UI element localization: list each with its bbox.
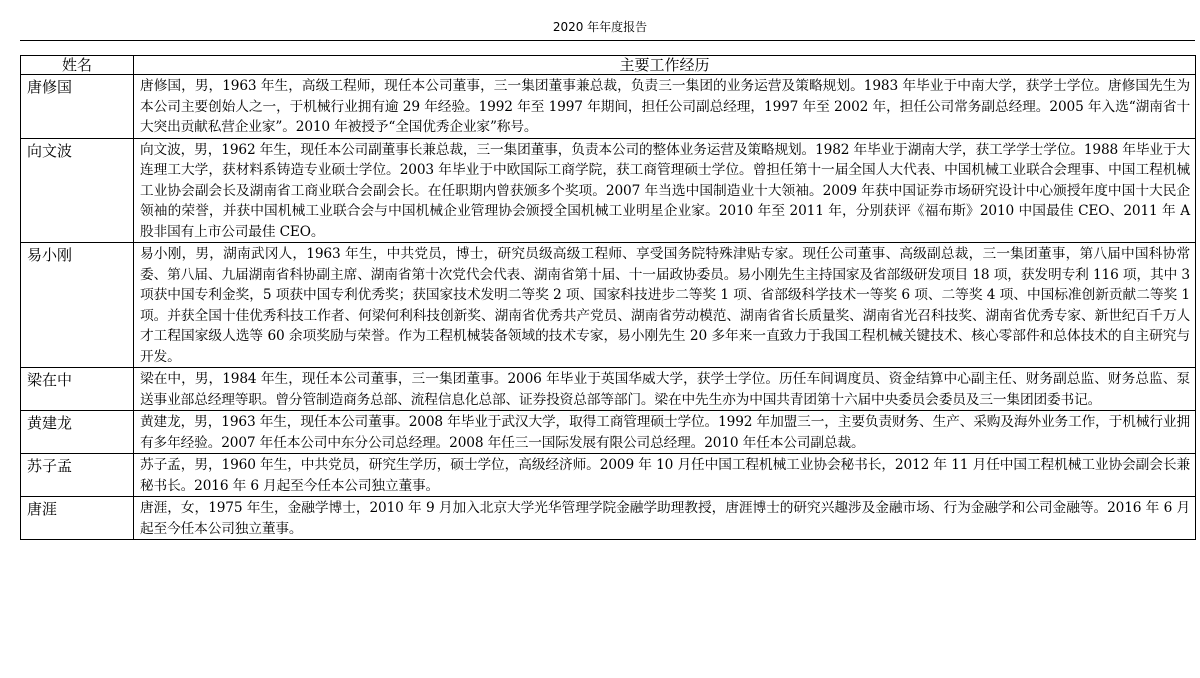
header-divider [20, 40, 1195, 41]
person-name: 向文波 [21, 138, 134, 243]
person-bio: 苏子孟，男，1960 年生，中共党员，研究生学历，硕士学位，高级经济师。2009 年 10 月任中国工程机械工业协会秘书长，2012 年 11 月任中国工程机械工业协会副会长兼秘书长。2016 年 6 月起至今任本公司独立董事。 [134, 454, 1196, 497]
person-bio: 唐修国，男，1963 年生，高级工程师，现任本公司董事，三一集团董事兼总裁，负责三一集团的业务运营及策略规划。1983 年毕业于中南大学，获学士学位。唐修国先生为本公司主要创始人之一，于机械行业拥有逾 29 年经验。1992 年至 1997 年期间，担任公司副总经理，1997 年至 2002 年，担任公司常务副总经理。2005 年入选“湖南省十大突出贡献私营企业家”。2010 年被授予“全国优秀企业家”称号。 [134, 75, 1196, 139]
table-row [21, 138, 1196, 243]
person-bio: 唐涯，女，1975 年生，金融学博士，2010 年 9 月加入北京大学光华管理学院金融学助理教授，唐涯博士的研究兴趣涉及金融市场、行为金融学和公司金融等。2016 年 6 月起至今任本公司独立董事。 [134, 497, 1196, 540]
report-header-title: 2020 年年度报告 [552, 20, 648, 34]
table-row [21, 368, 1196, 411]
person-name: 苏子孟 [21, 454, 134, 497]
person-bio: 梁在中，男，1984 年生，现任本公司董事，三一集团董事。2006 年毕业于英国华威大学，获学士学位。历任车间调度员、资金结算中心副主任、财务副总监、财务总监、泵送事业部总经理等职。曾分管制造商务总部、流程信息化总部、证券投资总部等部门。梁在中先生亦为中国共青团第十六届中央委员会委员及三一集团团委书记。 [134, 368, 1196, 411]
person-name: 黄建龙 [21, 411, 134, 454]
person-name: 易小刚 [21, 243, 134, 368]
person-name: 唐修国 [21, 75, 134, 139]
director-bio-table [20, 55, 1196, 540]
table-row [21, 243, 1196, 368]
table-row [21, 75, 1196, 139]
table-row [21, 411, 1196, 454]
person-name: 梁在中 [21, 368, 134, 411]
person-bio: 向文波，男，1962 年生，现任本公司副董事长兼总裁，三一集团董事，负责本公司的整体业务运营及策略规划。1982 年毕业于湖南大学，获工学学士学位。1988 年毕业于大连理工大学，获材料系铸造专业硕士学位。2003 年毕业于中欧国际工商学院，获工商管理硕士学位。曾担任第十一届全国人大代表、中国机械工业联合会理事、中国工程机械工业协会副会长及湖南省工商业联合会副会长。在任职期内曾获颁多个奖项。2007 年当选中国制造业十大领袖。2009 年获中国证券市场研究设计中心颁授年度中国十大民企领袖的荣誉，并获中国机械工业联合会与中国机械企业管理协会颁授全国机械工业明星企业家。2010 年至 2011 年，分别获评《福布斯》2010 中国最佳 CEO、2011 年 A 股非国有上市公司最佳 CEO。 [134, 138, 1196, 243]
table-row [21, 454, 1196, 497]
column-header-name: 姓名 [21, 56, 134, 75]
table-row [21, 497, 1196, 540]
person-bio: 黄建龙，男，1963 年生，现任本公司董事。2008 年毕业于武汉大学，取得工商管理硕士学位。1992 年加盟三一，主要负责财务、生产、采购及海外业务工作，于机械行业拥有多年经验。2007 年任本公司中东分公司总经理。2008 年任三一国际发展有限公司总经理。2010 年任本公司副总裁。 [134, 411, 1196, 454]
column-header-experience: 主要工作经历 [134, 56, 1196, 75]
table-header-row [21, 56, 1196, 75]
person-name: 唐涯 [21, 497, 134, 540]
person-bio: 易小刚，男，湖南武冈人，1963 年生，中共党员，博士，研究员级高级工程师、享受国务院特殊津贴专家。现任公司董事、高级副总裁，三一集团董事，第八届中国科协常委、第八届、九届湖南省科协副主席、湖南省第十次党代会代表、湖南省第十届、十一届政协委员。易小刚先生主持国家及省部级研发项目 18 项，获发明专利 116 项，其中 3 项获中国专利金奖，5 项获中国专利优秀奖；获国家技术发明二等奖 2 项、国家科技进步二等奖 1 项、省部级科学技术一等奖 6 项、二等奖 4 项、中国标准创新贡献二等奖 1 项。并获全国十佳优秀科技工作者、何梁何利科技创新奖、湖南省优秀共产党员、湖南省劳动模范、湖南省省长质量奖、湖南省光召科技奖、湖南省优秀专家、新世纪百千万人才工程国家级人选等 60 余项奖励与荣誉。作为工程机械装备领域的技术专家，易小刚先生 20 多年来一直致力于我国工程机械关键技术、核心零部件和总体技术的自主研究与开发。 [134, 243, 1196, 368]
